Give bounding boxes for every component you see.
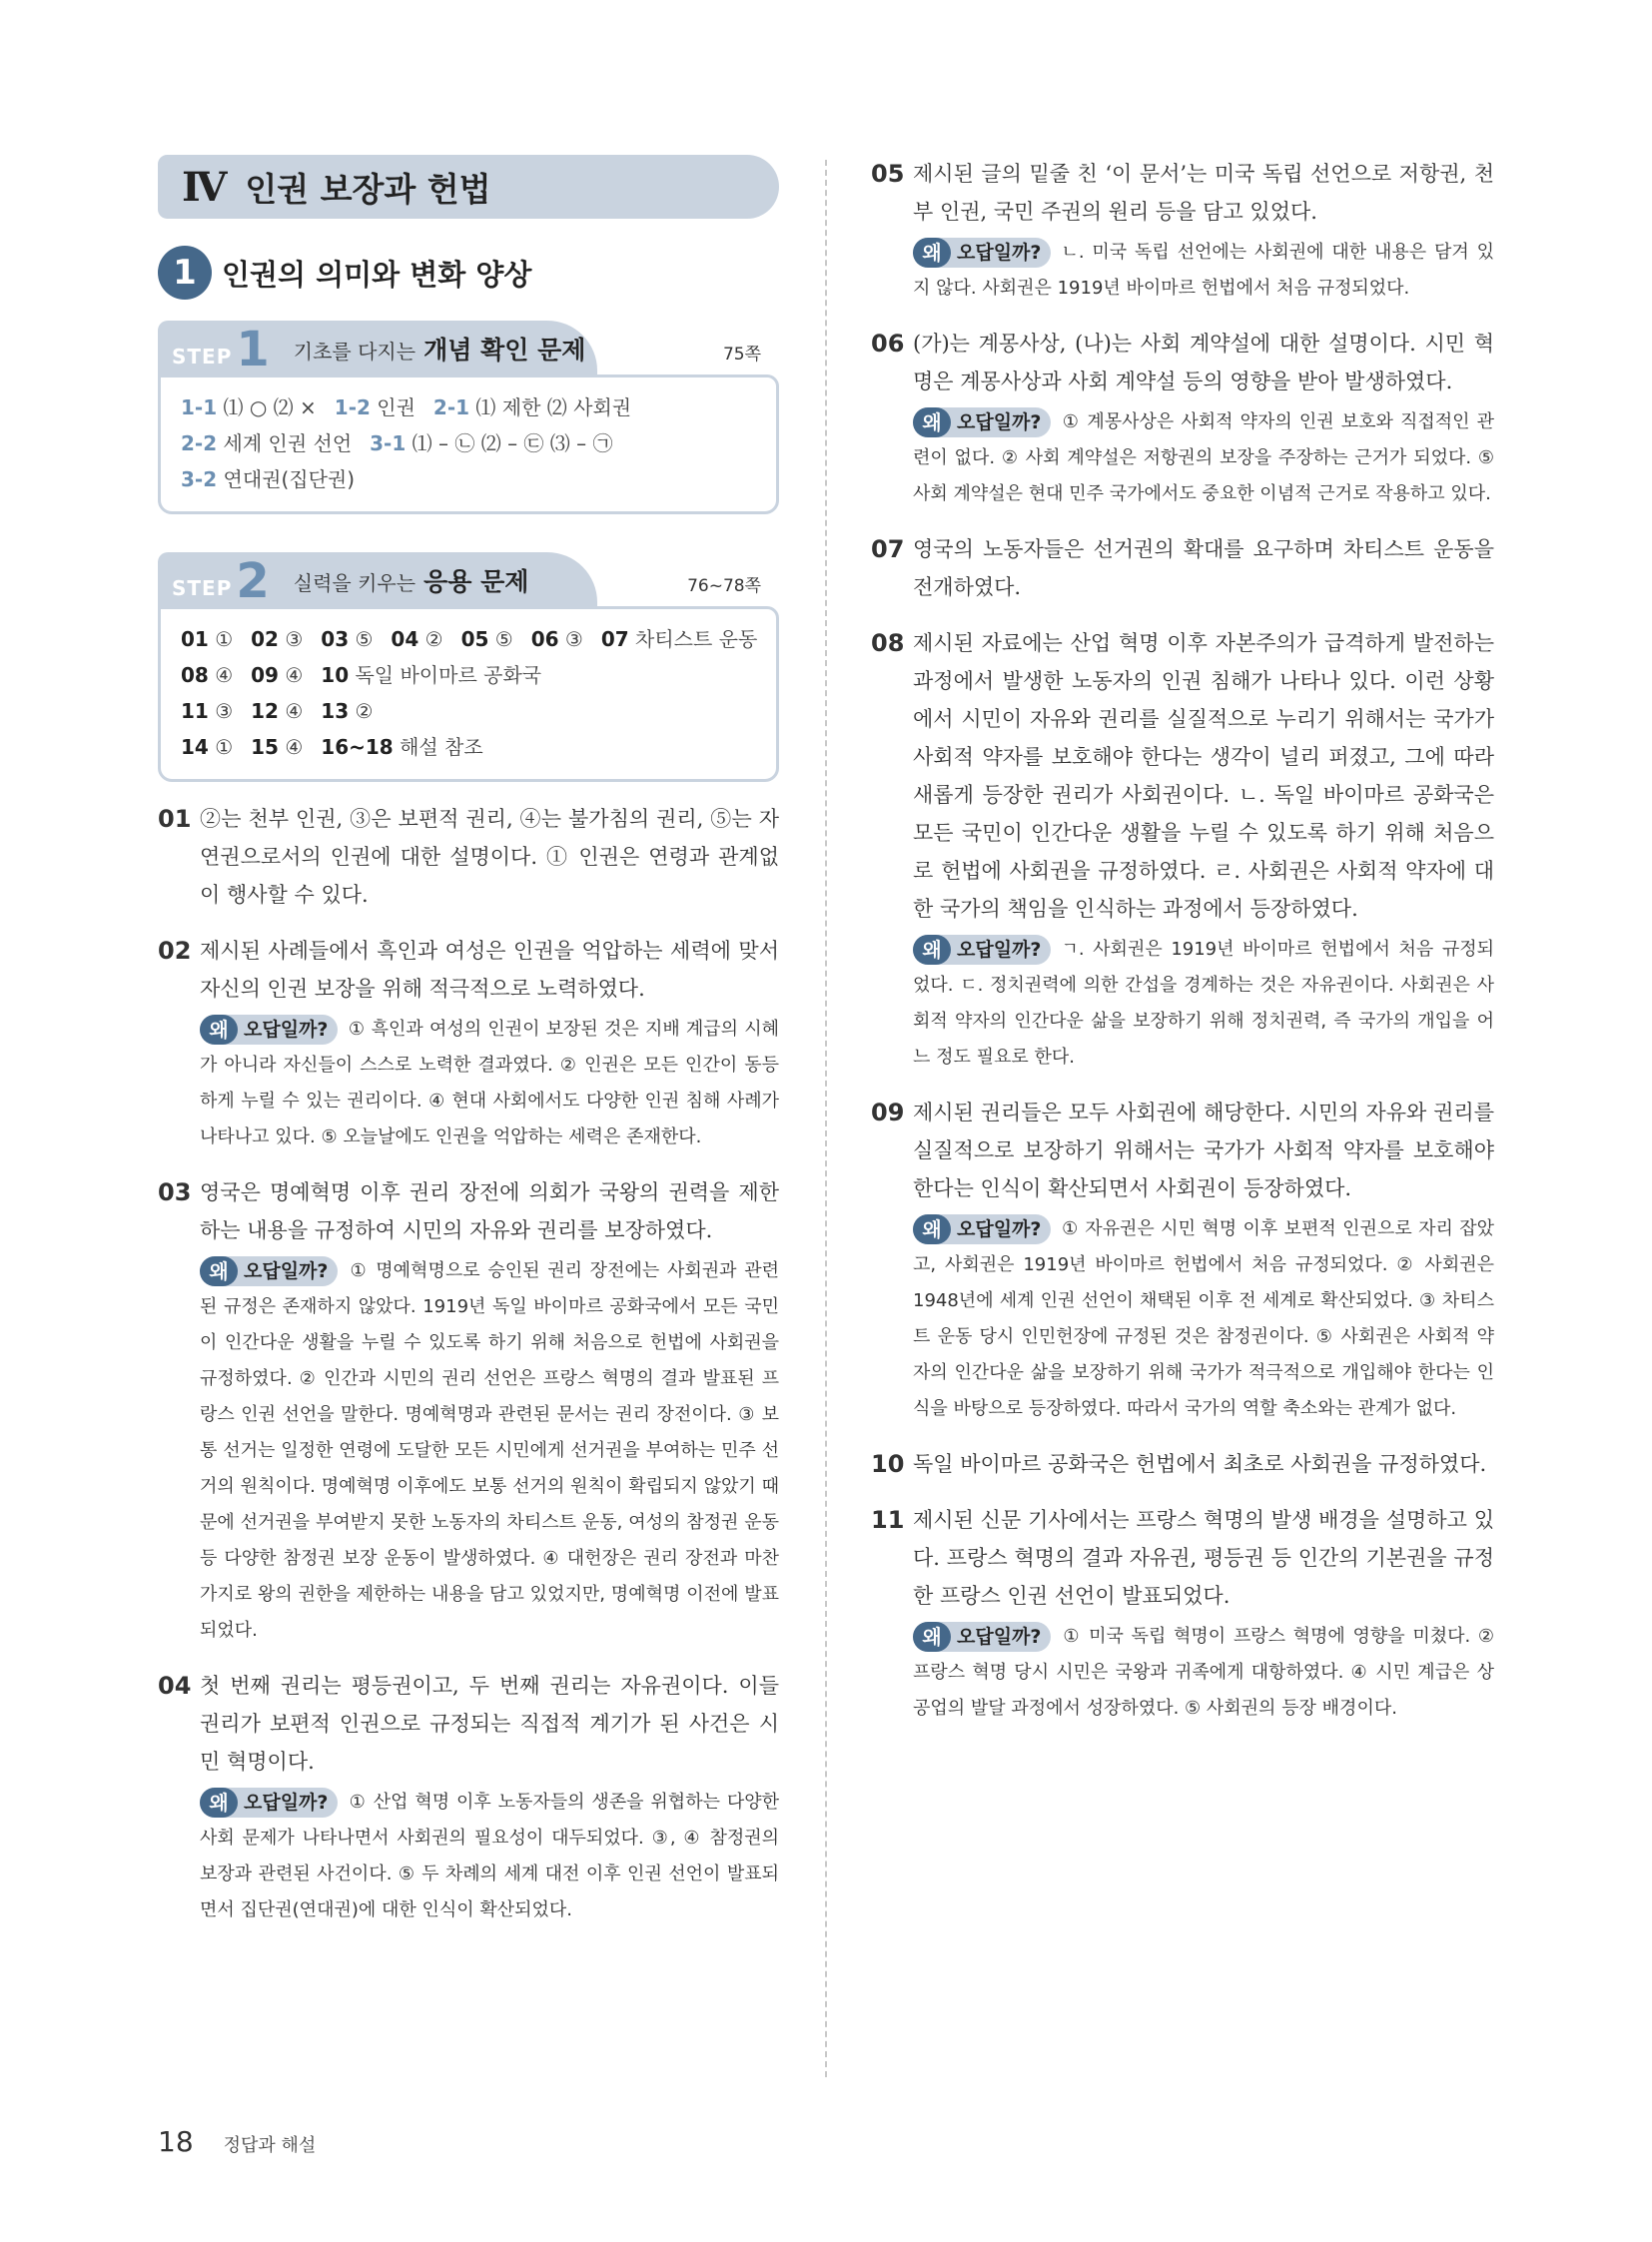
explanation-item bbox=[158, 1667, 779, 1928]
why-wrong-badge bbox=[913, 1214, 1051, 1244]
answer-item bbox=[181, 627, 233, 651]
explanation-item bbox=[158, 1173, 779, 1649]
answer-value: 연대권(집단권) bbox=[223, 467, 356, 491]
answer-key: 13 bbox=[321, 699, 350, 723]
step1-answers bbox=[158, 374, 779, 514]
answer-value: ③ bbox=[285, 627, 304, 651]
explanation-main bbox=[871, 1094, 1494, 1207]
answer-item bbox=[321, 627, 373, 651]
explanation-main bbox=[871, 1445, 1494, 1483]
why-badge-label: 오답일까? bbox=[244, 1019, 329, 1041]
answer-item bbox=[531, 627, 583, 651]
answer-key: 15 bbox=[251, 735, 279, 759]
explanation-text: 첫 번째 권리는 평등권이고, 두 번째 권리는 자유권이다. 이들 권리가 보편적 인권으로 규정되는 직접적 계기가 된 사건은 시민 혁명이다. bbox=[200, 1674, 779, 1774]
explanation-item bbox=[871, 530, 1494, 606]
step1-label: STEP bbox=[172, 345, 233, 369]
question-number: 02 bbox=[158, 937, 192, 965]
answer-item bbox=[181, 467, 355, 491]
answer-item bbox=[433, 395, 631, 419]
answer-item bbox=[181, 735, 233, 759]
chapter-banner bbox=[158, 155, 779, 219]
answer-item bbox=[321, 663, 541, 687]
why-wrong-badge bbox=[913, 1622, 1051, 1652]
explanation-item bbox=[158, 800, 779, 914]
explanation-text: 독일 바이마르 공화국은 헌법에서 최초로 사회권을 규정하였다. bbox=[913, 1452, 1487, 1476]
right-column bbox=[871, 155, 1494, 1727]
answer-key: 05 bbox=[460, 627, 489, 651]
answer-value: ③ bbox=[564, 627, 583, 651]
wrong-answer-text: ① 산업 혁명 이후 노동자들의 생존을 위협하는 다양한 사회 문제가 나타나면서 사회권의 필요성이 대두되었다. ③, ④ 참정권의 보장과 관련된 사건이다. ⑤ 두 차례의 세계 대전 이후 인권 선언이 발표되면서 집단권(연대권)에 대한 인식이 확산되었다. bbox=[200, 1792, 779, 1920]
answer-key: 12 bbox=[251, 699, 279, 723]
explanation-main bbox=[871, 624, 1494, 928]
footer-label: 정답과 해설 bbox=[223, 2135, 317, 2156]
wrong-answer-text: ① 자유권은 시민 혁명 이후 보편적 인권으로 자리 잡았고, 사회권은 1919년 바이마르 헌법에서 처음 규정되었다. ② 사회권은 1948년에 세계 인권 선언이 채택된 이후 전 세계로 확산되었다. ③ 차티스트 운동 당시 인민헌장에 규정된 것은 참정권이다. ⑤ 사회권은 사회적 약자의 인간다운 삶을 보장하기 위해 국가가 적극적으로 개입해야 한다는 인식을 바탕으로 등장하였다. 따라서 국가의 역할 축소와는 관계가 없다. bbox=[913, 1218, 1494, 1419]
answer-item bbox=[181, 395, 317, 419]
wrong-answer-note bbox=[200, 1785, 779, 1928]
explanation-main bbox=[158, 1173, 779, 1249]
answer-value: ④ bbox=[285, 735, 304, 759]
answer-item bbox=[321, 699, 373, 723]
wrong-answer-text: ① 흑인과 여성의 인권이 보장된 것은 지배 계급의 시혜가 아니라 자신들이 스스로 노력한 결과였다. ② 인권은 모든 인간이 동등하게 누릴 수 있는 권리이다. ④ 현대 사회에서도 다양한 인권 침해 사례가 나타나고 있다. ⑤ 오늘날에도 인권을 억압하는 세력은 존재한다. bbox=[200, 1019, 779, 1147]
explanation-text: 제시된 글의 밑줄 친 ‘이 문서’는 미국 독립 선언으로 저항권, 천부 인권, 국민 주권의 원리 등을 담고 있었다. bbox=[913, 162, 1494, 224]
why-badge-icon: 왜 bbox=[913, 1622, 951, 1652]
explanation-text: (가)는 계몽사상, (나)는 사회 계약설에 대한 설명이다. 시민 혁명은 계몽사상과 사회 계약설 등의 영향을 받아 발생하였다. bbox=[913, 332, 1494, 393]
explanation-main bbox=[158, 932, 779, 1008]
answer-value: 세계 인권 선언 bbox=[223, 431, 353, 455]
answer-item bbox=[251, 663, 303, 687]
answer-key: 11 bbox=[181, 699, 209, 723]
question-number: 08 bbox=[871, 629, 905, 657]
answer-item bbox=[181, 663, 233, 687]
answer-key: 09 bbox=[251, 663, 279, 687]
why-wrong-badge bbox=[200, 1788, 338, 1818]
step2-answers bbox=[158, 606, 779, 782]
wrong-answer-note bbox=[913, 1619, 1494, 1727]
question-number: 07 bbox=[871, 535, 905, 563]
section-number: 1 bbox=[158, 246, 212, 300]
why-wrong-badge bbox=[913, 935, 1051, 965]
wrong-answer-note bbox=[200, 1253, 779, 1649]
wrong-answer-text: ㄴ. 미국 독립 선언에는 사회권에 대한 내용은 담겨 있지 않다. 사회권은 1919년 바이마르 헌법에서 처음 규정되었다. bbox=[913, 242, 1494, 299]
why-badge-icon: 왜 bbox=[200, 1256, 238, 1286]
answer-key: 08 bbox=[181, 663, 209, 687]
section-heading bbox=[158, 245, 779, 301]
answer-key: 1-2 bbox=[334, 395, 371, 419]
answer-value: 인권 bbox=[377, 395, 415, 419]
answer-row bbox=[181, 657, 758, 729]
explanation-item bbox=[871, 1445, 1494, 1483]
answer-key: 2-1 bbox=[432, 395, 470, 419]
page-number: 18 bbox=[158, 2125, 194, 2158]
answer-value: ② bbox=[355, 699, 374, 723]
answer-key: 14 bbox=[181, 735, 209, 759]
answer-item bbox=[370, 431, 612, 455]
answer-key: 16~18 bbox=[321, 735, 394, 759]
step1-title: 개념 확인 문제 bbox=[423, 336, 586, 365]
explanation-text: 영국의 노동자들은 선거권의 확대를 요구하며 차티스트 운동을 전개하였다. bbox=[913, 537, 1494, 599]
explanation-main bbox=[871, 325, 1494, 400]
answer-value: ④ bbox=[285, 663, 304, 687]
answer-row bbox=[181, 621, 758, 657]
explanation-item bbox=[871, 155, 1494, 307]
explanation-item bbox=[871, 325, 1494, 512]
answer-item bbox=[391, 627, 442, 651]
answer-item bbox=[251, 699, 303, 723]
why-badge-icon: 왜 bbox=[913, 1214, 951, 1244]
answer-value: ③ bbox=[215, 699, 234, 723]
answer-key: 07 bbox=[600, 627, 629, 651]
question-number: 04 bbox=[158, 1672, 192, 1700]
answer-value: 차티스트 운동 bbox=[635, 627, 758, 651]
answer-key: 04 bbox=[391, 627, 419, 651]
explanation-main bbox=[871, 530, 1494, 606]
step2-title: 응용 문제 bbox=[423, 567, 529, 596]
answer-key: 3-1 bbox=[370, 431, 407, 455]
wrong-answer-note bbox=[200, 1012, 779, 1155]
question-number: 06 bbox=[871, 330, 905, 358]
left-column bbox=[158, 155, 779, 1928]
wrong-answer-note bbox=[913, 404, 1494, 512]
step1-page: 75쪽 bbox=[722, 345, 761, 365]
explanation-main bbox=[158, 800, 779, 914]
step2-number: 2 bbox=[236, 553, 270, 609]
question-number: 05 bbox=[871, 160, 905, 188]
question-number: 03 bbox=[158, 1178, 192, 1206]
why-badge-label: 오답일까? bbox=[957, 1218, 1042, 1240]
why-badge-label: 오답일까? bbox=[957, 242, 1042, 264]
answer-value: ⑤ bbox=[355, 627, 374, 651]
why-badge-icon: 왜 bbox=[200, 1788, 238, 1818]
wrong-answer-text: ㄱ. 사회권은 1919년 바이마르 헌법에서 처음 규정되었다. ㄷ. 정치권력에 의한 간섭을 경계하는 것은 자유권이다. 사회권은 사회적 약자의 인간다운 삶을 보장하기 위해 정치권력, 즉 국가의 개입을 어느 정도 필요로 한다. bbox=[913, 939, 1494, 1068]
explanation-text: 제시된 권리들은 모두 사회권에 해당한다. 시민의 자유와 권리를 실질적으로 보장하기 위해서는 국가가 사회적 약자를 보호해야 한다는 인식이 확산되면서 사회권이 등장하였다. bbox=[913, 1101, 1494, 1200]
step2-box bbox=[158, 552, 779, 782]
explanation-text: ②는 천부 인권, ③은 보편적 권리, ④는 불가침의 권리, ⑤는 자연권으로서의 인권에 대한 설명이다. ① 인권은 연령과 관계없이 행사할 수 있다. bbox=[200, 807, 779, 907]
explanation-text: 제시된 신문 기사에서는 프랑스 혁명의 발생 배경을 설명하고 있다. 프랑스 혁명의 결과 자유권, 평등권 등 인간의 기본권을 규정한 프랑스 인권 선언이 발표되었다. bbox=[913, 1508, 1494, 1608]
answer-key: 10 bbox=[321, 663, 350, 687]
answer-item bbox=[251, 735, 303, 759]
answer-key: 06 bbox=[530, 627, 559, 651]
why-wrong-badge bbox=[913, 238, 1051, 268]
explanation-text: 제시된 자료에는 산업 혁명 이후 자본주의가 급격하게 발전하는 과정에서 발생한 노동자의 인권 침해가 나타나 있다. 이런 상황에서 시민이 자유와 권리를 실질적으로 누리기 위해서는 국가가 사회적 약자를 보호해야 한다는 생각이 널리 퍼졌고, 그에 따라 새롭게 등장한 권리가 사회권이다. ㄴ. 독일 바이마르 공화국은 모든 국민이 인간다운 생활을 누릴 수 있도록 하기 위해 처음으로 헌법에 사회권을 규정하였다. ㄹ. 사회권은 사회적 약자에 대한 국가의 책임을 인식하는 과정에서 등장하였다. bbox=[913, 631, 1494, 921]
wrong-answer-note bbox=[913, 1211, 1494, 1427]
step2-subtitle: 실력을 키우는 bbox=[293, 571, 416, 595]
wrong-answer-text: ① 계몽사상은 사회적 약자의 인권 보호와 직접적인 관련이 없다. ② 사회 계약설은 저항권의 보장을 주장하는 근거가 되었다. ⑤ 사회 계약설은 현대 민주 국가에서도 중요한 이념적 근거로 작용하고 있다. bbox=[913, 411, 1494, 504]
answer-item bbox=[321, 735, 482, 759]
why-wrong-badge bbox=[913, 407, 1051, 437]
explanation-text: 제시된 사례들에서 흑인과 여성은 인권을 억압하는 세력에 맞서 자신의 인권 보장을 위해 적극적으로 노력하였다. bbox=[200, 939, 779, 1001]
column-divider bbox=[825, 160, 827, 2077]
answer-item bbox=[181, 431, 352, 455]
answer-key: 2-2 bbox=[181, 431, 218, 455]
answer-value: 해설 참조 bbox=[400, 735, 483, 759]
explanation-text: 영국은 명예혁명 이후 권리 장전에 의회가 국왕의 권력을 제한하는 내용을 규정하여 시민의 자유와 권리를 보장하였다. bbox=[200, 1180, 779, 1242]
answer-item bbox=[335, 395, 415, 419]
answer-value: ⑴ ○ ⑵ × bbox=[223, 395, 317, 419]
why-wrong-badge bbox=[200, 1256, 338, 1286]
why-badge-icon: 왜 bbox=[200, 1015, 238, 1045]
right-explanations bbox=[871, 155, 1494, 1727]
chapter-title: 인권 보장과 헌법 bbox=[245, 169, 491, 209]
answer-key: 1-1 bbox=[181, 395, 218, 419]
why-badge-label: 오답일까? bbox=[957, 939, 1042, 961]
chapter-number: Ⅳ bbox=[182, 163, 228, 211]
page-footer bbox=[158, 2125, 316, 2158]
explanation-main bbox=[158, 1667, 779, 1781]
question-number: 01 bbox=[158, 805, 192, 833]
question-number: 09 bbox=[871, 1099, 905, 1126]
left-explanations bbox=[158, 800, 779, 1928]
question-number: 11 bbox=[871, 1506, 905, 1534]
answer-key: 02 bbox=[251, 627, 279, 651]
question-number: 10 bbox=[871, 1450, 905, 1478]
wrong-answer-text: ① 미국 독립 혁명이 프랑스 혁명에 영향을 미쳤다. ② 프랑스 혁명 당시 시민은 국왕과 귀족에게 대항하였다. ④ 시민 계급은 상공업의 발달 과정에서 성장하였다. ⑤ 사회권의 등장 배경이다. bbox=[913, 1626, 1494, 1719]
why-badge-label: 오답일까? bbox=[957, 1626, 1042, 1648]
answer-item bbox=[181, 699, 233, 723]
answer-item bbox=[461, 627, 513, 651]
answer-key: 01 bbox=[181, 627, 209, 651]
answer-key: 03 bbox=[321, 627, 350, 651]
why-badge-label: 오답일까? bbox=[244, 1792, 329, 1814]
answer-value: ① bbox=[215, 627, 234, 651]
explanation-main bbox=[871, 1501, 1494, 1615]
section-title: 인권의 의미와 변화 양상 bbox=[222, 257, 532, 292]
answer-item bbox=[601, 627, 757, 651]
answer-value: ⑴ 제한 ⑵ 사회권 bbox=[475, 395, 632, 419]
explanation-item bbox=[871, 1501, 1494, 1727]
explanation-item bbox=[871, 624, 1494, 1076]
why-badge-icon: 왜 bbox=[913, 407, 951, 437]
answer-value: ④ bbox=[215, 663, 234, 687]
why-badge-icon: 왜 bbox=[913, 935, 951, 965]
step1-box bbox=[158, 321, 779, 514]
why-badge-label: 오답일까? bbox=[957, 411, 1042, 433]
answer-value: ① bbox=[215, 735, 234, 759]
answer-value: ⑤ bbox=[494, 627, 513, 651]
explanation-main bbox=[871, 155, 1494, 231]
wrong-answer-note bbox=[913, 235, 1494, 307]
step1-tab bbox=[158, 321, 779, 377]
answer-item bbox=[251, 627, 303, 651]
answer-row bbox=[181, 729, 758, 765]
explanation-item bbox=[871, 1094, 1494, 1427]
step2-tab bbox=[158, 552, 779, 609]
step2-page: 76~78쪽 bbox=[687, 576, 761, 596]
step1-number: 1 bbox=[236, 322, 270, 377]
explanation-item bbox=[158, 932, 779, 1155]
why-badge-icon: 왜 bbox=[913, 238, 951, 268]
answer-value: 독일 바이마르 공화국 bbox=[355, 663, 542, 687]
wrong-answer-text: ① 명예혁명으로 승인된 권리 장전에는 사회권과 관련된 규정은 존재하지 않았다. 1919년 독일 바이마르 공화국에서 모든 국민이 인간다운 생활을 누릴 수 있도록 하기 위해 처음으로 헌법에 사회권을 규정하였다. ② 인간과 시민의 권리 선언은 프랑스 혁명의 결과 발표된 프랑스 인권 선언을 말한다. 명예혁명과 관련된 문서는 권리 장전이다. ③ 보통 선거는 일정한 연령에 도달한 모든 시민에게 선거권을 부여하는 민주 선거의 원칙이다. 명예혁명 이후에도 보통 선거의 원칙이 확립되지 않았기 때문에 선거권을 부여받지 못한 노동자의 차티스트 운동, 여성의 참정권 운동 등 다양한 참정권 보장 운동이 발생하였다. ④ 대헌장은 권리 장전과 마찬가지로 왕의 권한을 제한하는 내용을 담고 있었지만, 명예혁명 이전에 발표되었다. bbox=[200, 1260, 779, 1641]
answer-value: ④ bbox=[285, 699, 304, 723]
answer-value: ② bbox=[424, 627, 443, 651]
why-badge-label: 오답일까? bbox=[244, 1260, 329, 1282]
wrong-answer-note bbox=[913, 932, 1494, 1076]
answer-key: 3-2 bbox=[181, 467, 218, 491]
answer-value: ⑴ – ㉡ ⑵ – ㉢ ⑶ – ㉠ bbox=[412, 431, 613, 455]
step1-subtitle: 기초를 다지는 bbox=[293, 340, 416, 364]
why-wrong-badge bbox=[200, 1015, 338, 1045]
step2-label: STEP bbox=[172, 576, 233, 600]
